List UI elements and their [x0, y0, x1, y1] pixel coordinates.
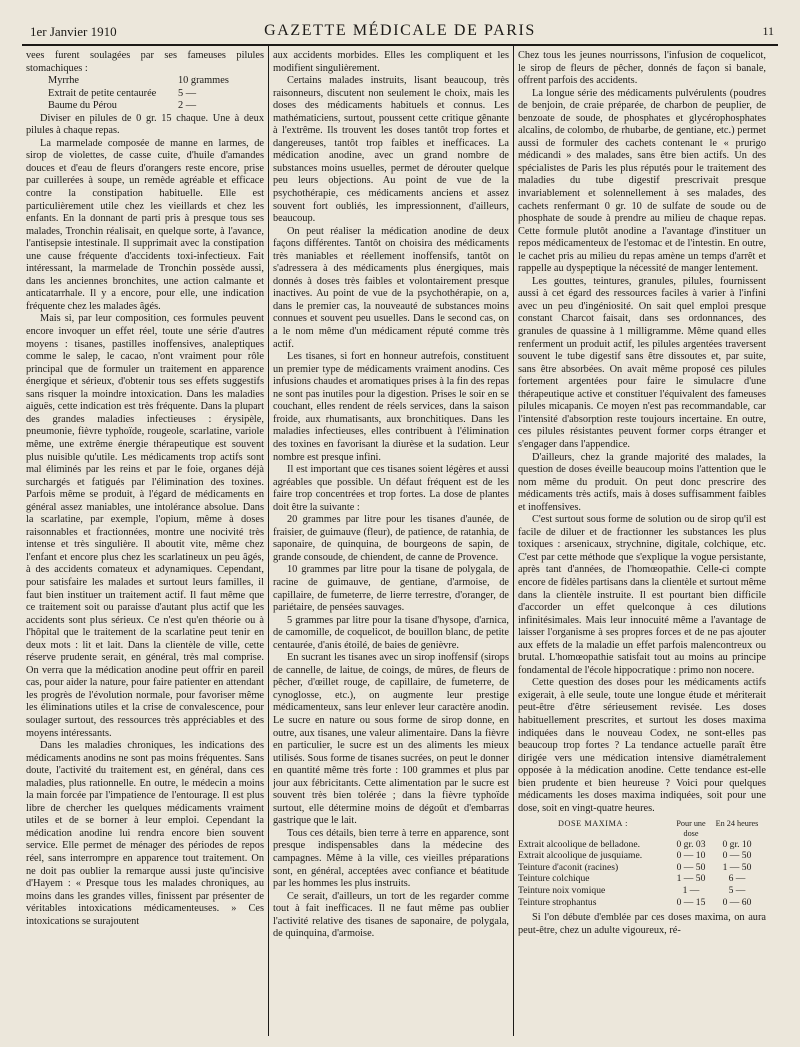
dose-col-header: Pour une dose — [676, 819, 706, 838]
paragraph: D'ailleurs, chez la grande majorité des malades, la question de doses éveille beaucoup moins l'attention que le nom même du produit. On peut donc prescrire des médicaments très actifs, mais à doses suffisamment faibles et inoffensives. — [518, 451, 766, 513]
dose-day: 0 — 50 — [722, 850, 752, 862]
column-2 — [273, 50, 509, 1035]
ingredient-qty: 2 — — [178, 100, 197, 112]
page-number: 11 — [762, 24, 774, 38]
recipe-row — [48, 100, 264, 113]
paragraph: Il est important que ces tisanes soient légères et aussi agréables que possible. Un défaut fréquent est de les faire trop concentrées et trop fortes. La dose de plantes doit être la suivante : — [273, 464, 509, 513]
paragraph: La longue série des médicaments pulvérulents (poudres de benjoin, de craie préparée, de charbon de peuplier, de benzoate de soude, de phosphates et glycérophosphates alcalins, de colombo, de rhubarbe, de gentiane, etc.) permet aussi de formuler des cachets contenant le « prurigo médicandi » des malades, sans être bien actifs. Un des spécialistes de Paris les plus réputés pour le traitement des maladies du tube digestif prescrivait presque invariablement et solennellement à ses malades, des cachets renfermant 0 gr. 10 de sulfate de soude ou de phosphate de soude à prendre au milieu de chaque repas. Cette formule plutôt anodine a l'avantage d'instituer un repos médicamenteux de l'estomac et de l'intestin. En outre, le cachet pris au milieu du repas amène un temps d'arrêt et rappelle au dyspeptique la nécessité de manger lentement. — [518, 87, 766, 275]
recipe-row — [48, 88, 264, 101]
column-rule — [268, 46, 269, 1036]
dose-day: 1 — 50 — [722, 861, 752, 873]
dose-one: 0 — 50 — [676, 861, 706, 873]
dose-table — [518, 819, 766, 908]
paragraph: On peut réaliser la médication anodine de deux façons différentes. Tantôt on choisira des médicaments très maniables et réellement inoffensifs, tantôt on s'adressera à des médicaments plus énergiques, mais donnés à doses très faibles et volontairement presque inactives. Au point de vue de la psychothérapie, on a, dans le premier cas, la nouveauté de substances moins connues et souvent peu usuelles. Dans le second cas, on a le nom même d'un médicament réputé comme très actif. — [273, 225, 509, 350]
paragraph: Dans les maladies chroniques, les indications des médicaments anodins ne sont pas moins fréquentes. Sans doute, l'activité du traitement est, en général, dans ces maladies, plus rationnelle. En outre, le médecin a moins la main forcée par l'impatience de l'entourage. Il est plus libre de chercher les quelques médicaments vraiment utiles et de se borner à leur emploi. Cependant la médication anodine lui rendra encore bien souvent service. Elle permet de ménager des périodes de repos réel, sans interrompre en apparence tout traitement. On ne doit pas oublier la remarque aussi juste qu'incisive d'Hayem : « Presque tous les malades chroniques, au moins dans les grandes villes, finissent par présenter de véritables intoxications médicamenteuses. » Ces intoxications se surajoutent — [26, 740, 264, 927]
dose-one: 0 — 15 — [676, 896, 706, 908]
dose-row — [518, 873, 766, 885]
drug-name: Teinture d'aconit (racines) — [518, 861, 619, 873]
recipe — [48, 75, 264, 113]
column-3 — [518, 50, 766, 1035]
ingredient-name: Baume du Pérou — [48, 100, 117, 112]
column-1 — [26, 50, 264, 1035]
paragraph: 5 grammes par litre pour la tisane d'hysope, d'arnica, de camomille, de coquelicot, de bouillon blanc, de petite centaurée, d'anis étoilé, de baies de genièvre. — [273, 614, 509, 651]
dose-row — [518, 885, 766, 897]
journal-title: GAZETTE MÉDICALE DE PARIS — [264, 22, 536, 39]
dose-day: 5 — — [728, 884, 746, 896]
dose-one: 0 gr. 03 — [676, 838, 706, 850]
ingredient-qty: 10 grammes — [178, 75, 229, 87]
paragraph: Mais si, par leur composition, ces formules peuvent encore invoquer un effet réel, toute une série d'autres moyens : tisanes, pastilles inoffensives, analeptiques comme le salep, le cacao, n'ont vraiment pour rôle principal que de formuler un traitement en apparence énergique et sérieux, d'obtenir tous ses effets suggestifs sans risquer la moindre intoxication. Dans les maladies aiguës, cette indication est très fréquente. Dans la plupart des grandes maladies infectieuses : érysipèle, pneumonie, fièvre typhoïde, rougeole, scarlatine, variole même, une extrême énergie thérapeutique est souvent plus nuisible qu'utile. Les médicaments trop actifs sont mal éliminés par les reins et par le foie, organes déjà surchargés et fatigués par l'élimination des toxines. Parfois même se produit, à l'égard de médicaments en général assez maniables, une intolérance absolue. Dans la scarlatine, par exemple, l'opium, même à doses raisonnables et fractionnées, montre une nocivité très intense et très singulière. Il aboutit vite, même chez l'enfant et encore plus chez les scarlatineux un peu âgés, à des accidents comateux et adynamiques. Cependant, pour satisfaire les malades et surtout leurs familles, il faut bien instituer un traitement actif. Il faut même que ce traitement soit ou paraisse d'autant plus actif que les accidents sont plus sérieux. Ce n'est qu'en théorie ou à l'hôpital que le traitement de la scarlatine peut tenir en deux mots : lit et lait. Dans la clientèle de ville, cette réserve prudente serait, en général, très mal comprise. On verra que la médication anodine peut offrir en pareil cas, pour aider la nature, pour faire patienter en attendant les progrès de l'évolution normale, pour favoriser même les éliminations utiles et la crise de convalescence, pour soulager surtout, des ressources très appréciables et des moyens intéressants. — [26, 313, 264, 739]
paragraph: vees furent soulagées par ses fameuses pilules stomachiques : — [26, 50, 264, 74]
paragraph: La marmelade composée de manne en larmes, de sirop de violettes, de casse cuite, d'huile d'amandes douces et d'eau de fleurs d'orangers reste encore, prise par cuillerées à soupe, un remède agréable et efficace contre la constipation habituelle. Elle est particulièrement utile chez les vieillards et chez les enfants. En la donnant de parti pris à presque tous ses malades, Tronchin réalisait, en quelque sorte, à l'avance, l'antisepsie intestinale. Il supprimait avec la constipation une cause fréquente d'accidents toxi-infectieux. Fait intéressant, la marmelade de Tronchin possède aussi, dans les anciennes bronchites, une action calmante et anticatarrhale. Il y a encore, pour elle, une indication fréquente chez les malades âgés. — [26, 137, 264, 312]
dose-one: 1 — — [682, 884, 700, 896]
drug-name: Teinture colchique — [518, 873, 590, 885]
paragraph: Tous ces détails, bien terre à terre en apparence, sont presque indispensables dans la médecine des campagnes. Même à la ville, ces vieilles préparations sont, en général, acceptées avec confiance et béatitude par les hommes les plus instruits. — [273, 827, 509, 890]
dose-one: 1 — 50 — [676, 873, 706, 885]
drug-name: Extrait alcoolique de belladone. — [518, 838, 641, 850]
header-rule — [22, 44, 778, 46]
column-rule — [513, 46, 514, 1036]
dose-one: 0 — 10 — [676, 850, 706, 862]
dose-row — [518, 897, 766, 909]
dose-col-header: En 24 heures — [715, 819, 759, 829]
ingredient-qty: 5 — — [178, 87, 197, 99]
dose-table-header — [518, 819, 766, 838]
paragraph: Les tisanes, si fort en honneur autrefois, constituent un premier type de médicaments vraiment anodins. Ces infusions chaudes et aromatiques prises à la fin des repas ne sont pas inutiles pour la digestion. Prises le soir en se couchant, elles rendent de réels services, dans la saison froide, aux rhumatisants, aux bronchitiques. Dans les maladies infectieuses, elles contribuent à l'élimination des toxines en favorisant la diurèse et la sudation. Leur nombre est presque infini. — [273, 351, 509, 463]
dose-table-title: DOSE MAXIMA : — [557, 819, 629, 829]
paragraph: Certains malades instruits, lisant beaucoup, très raisonneurs, discutent non seulement le choix, mais les doses des médicaments habituels et connus. Les mathématiciens, surtout, poussent cette critique gênante à l'extrême. Ils trouvent les doses tantôt trop fortes et dangereuses, tantôt trop faibles et inefficaces. La médication anodine, avec un grand nombre de substances moins usuelles, permet de dérouter quelque peu leurs objections. Au point de vue de la psychothérapie, ces médicaments anciens et assez souvent fort oubliés, les impressionnent, d'ailleurs, beaucoup. — [273, 75, 509, 225]
dose-row — [518, 862, 766, 874]
paragraph: Si l'on débute d'emblée par ces doses maxima, on aura peut-être, chez un adulte vigoureux, ré- — [518, 912, 766, 936]
recipe-row — [48, 75, 264, 88]
dose-day: 6 — — [728, 873, 746, 885]
dose-day: 0 gr. 10 — [722, 838, 752, 850]
issue-date: 1er Janvier 1910 — [30, 24, 117, 39]
paragraph: C'est surtout sous forme de solution ou de sirop qu'il est facile de diluer et de fractionner les substances les plus toxiques : arsenicaux, strychnine, digitale, colchique, etc. C'est par cette méthode que s'explique la vogue persistante, après tant d'années, de l'homœopathie. Celle-ci compte encore de fidèles partisans dans la clientèle et surtout même dans la clientèle instruite. Il est pourtant bien difficile d'accorder un effet quelconque à ces dilutions infinitésimales. Mais leur innocuité même a l'avantage de laisser l'organisme à ses propres forces et de ne pas ajouter aux effets de la maladie un effet parfois malencontreux ou brutal. L'homœopathie satisfait tout au moins au principe fondamental de l'école hippocratique : primo non nocere. — [518, 514, 766, 676]
paragraph: Ce serait, d'ailleurs, un tort de les regarder comme tout à fait inefficaces. Il ne faut même pas oublier l'activité relative des tisanes de saponaire, de polygala, de quinquina, d'armoise. — [273, 890, 509, 940]
drug-name: Teinture noix vomique — [518, 884, 606, 896]
paragraph: Les gouttes, teintures, granules, pilules, fournissent aussi à cet égard des ressources faciles à varier à l'infini avec un peu d'ingéniosité. On sait quel emploi presque constant Charcot faisait, dans ses ordonnances, des granules de quassine à 1 milligramme. Même quand elles renferment un produit actif, les pilules argentées traversent souvent le tube digestif sans être dissoutes et, par suite, sans être absorbées. On avait même proposé ces pilules fortement argentées pour faire le simulacre d'une thérapeutique active et constituer l'équivalent des fameuses pilules micapanis. Ce moyen n'est pas recommandable, car l'intensité d'absorption reste toujours incertaine. En outre, ces pilules résistantes peuvent former corps étranger et s'engager dans l'appendice. — [518, 275, 766, 450]
paragraph: Diviser en pilules de 0 gr. 15 chaque. Une à deux pilules à chaque repas. — [26, 112, 264, 137]
paragraph: Cette question des doses pour les médicaments actifs exigerait, à elle seule, toute une longue étude et mériterait peut-être d'être sérieusement revisée. Les doses habituellement prescrites, et surtout les doses maxima indiquées dans le nouveau Codex, ne sont-elles pas beaucoup trop fortes ? La tendance actuelle paraît être dirigée vers une médication intensive diamétralement opposée à la médication anodine. Cette tendance est-elle bien prudente et bien heureuse ? Voici pour quelques médicaments les doses maxima indiquées, soit pour une dose, soit en vingt-quatre heures. — [518, 677, 766, 814]
ingredient-name: Myrrhe — [48, 75, 80, 87]
page-header — [22, 22, 778, 42]
drug-name: Teinture strophantus — [518, 896, 597, 908]
ingredient-name: Extrait de petite centaurée — [48, 87, 157, 99]
paragraph: Chez tous les jeunes nourrissons, l'infusion de coquelicot, le sirop de fleurs de pêcher, donnés de façon si banale, offrent parfois des accidents. — [518, 50, 766, 87]
paragraph: En sucrant les tisanes avec un sirop inoffensif (sirops de cannelle, de laitue, de coings, de mûres, de fleurs de pêcher, d'œillet rouge, de capillaire, de fumeterre, de cynoglosse, etc.), on augmente leur prestige médicamenteux, sans leur enlever leur caractère anodin. Le sucre en nature ou sous forme de sirop donne, en outre, aux tisanes, une valeur alimentaire. Dans la fièvre en particulier, le sucre est un des aliments les mieux utilisés. Sous forme de tisanes sucrées, on peut le donner en quantité même très forte : 100 grammes et plus par jour aux fébricitants. Cette alimentation par le sucre est souvent très bien tolérée ; dans la fièvre typhoïde surtout, elle détermine moins de dégoût et d'embarras gastrique que le lait. — [273, 652, 509, 827]
paragraph: aux accidents morbides. Elles les compliquent et les modifient singulièrement. — [273, 50, 509, 74]
drug-name: Extrait alcoolique de jusquiame. — [518, 850, 643, 862]
paragraph: 20 grammes par litre pour les tisanes d'aunée, de fraisier, de guimauve (fleur), de patience, de ratanhia, de saponaire, de quinquina, de bourgeons de sapin, de grande consoude, de chiendent, de canne de Provence. — [273, 514, 509, 563]
dose-row — [518, 850, 766, 862]
dose-day: 0 — 60 — [722, 896, 752, 908]
paragraph: 10 grammes par litre pour la tisane de polygala, de racine de guimauve, de gentiane, d'armoise, de capillaire, de fumeterre, de lierre terrestre, d'oranger, de pariétaire, de pensées sauvages. — [273, 564, 509, 614]
dose-row — [518, 839, 766, 851]
